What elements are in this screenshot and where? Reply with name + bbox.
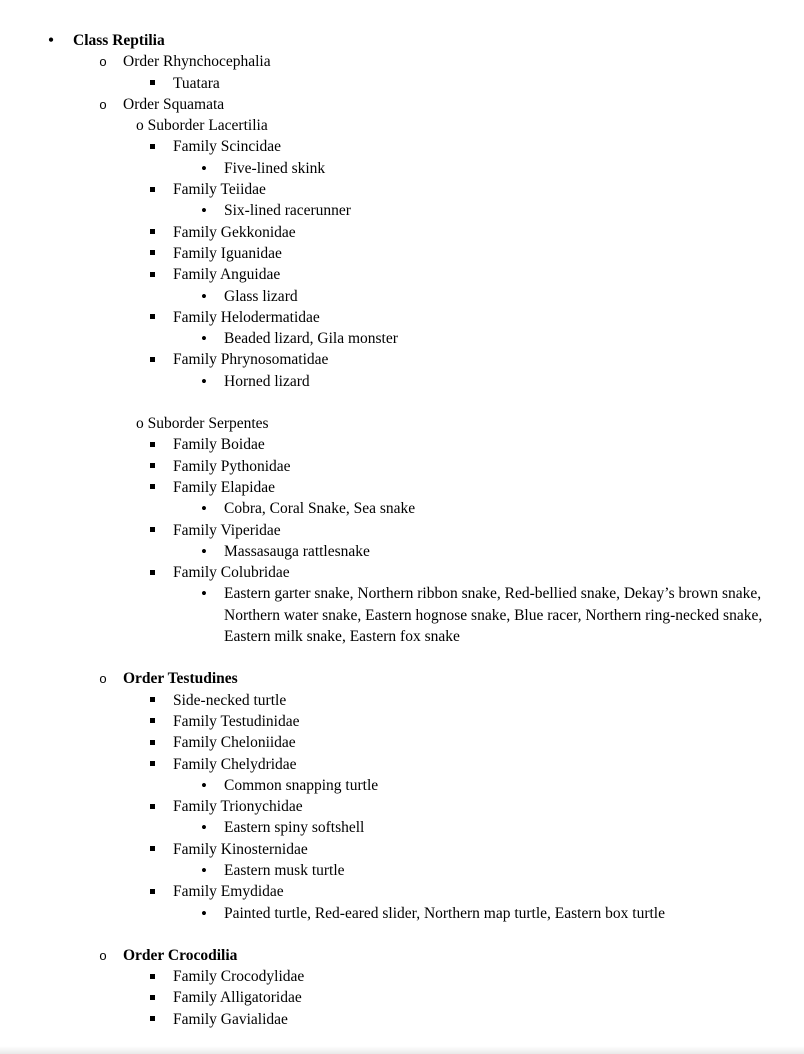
family-label: Family Iguanidae	[173, 244, 282, 262]
bullet-circle-icon	[96, 94, 110, 115]
bullet-dot-icon	[197, 541, 211, 563]
family-label: Family Anguidae	[173, 266, 281, 284]
list-item-species	[0, 583, 804, 647]
bullet-square-icon	[145, 796, 159, 817]
list-item-species	[0, 498, 804, 519]
bullet-dot-icon	[197, 286, 211, 308]
list-item-family	[0, 73, 804, 94]
list-item-family	[0, 307, 804, 328]
family-label: Family Pythonidae	[173, 457, 291, 475]
list-item-family	[0, 179, 804, 200]
family-label: Family Colubridae	[173, 564, 290, 582]
family-label: Family Trionychidae	[173, 798, 303, 816]
family-label: Family Alligatoridae	[173, 989, 302, 1007]
bullet-square-icon	[145, 1009, 159, 1030]
species-label: Glass lizard	[224, 287, 298, 305]
species-label: Eastern spiny softshell	[224, 819, 365, 837]
list-item-order	[0, 945, 804, 966]
list-item-order	[0, 668, 804, 689]
bullet-square-icon	[145, 179, 159, 200]
order-label: Order Squamata	[123, 95, 225, 113]
bullet-dot-icon	[197, 583, 211, 605]
list-item-species	[0, 860, 804, 881]
list-item-species	[0, 903, 804, 924]
bullet-dot-icon	[197, 158, 211, 180]
bullet-dot-icon	[197, 903, 211, 925]
list-item-family	[0, 562, 804, 583]
bullet-circle-icon	[96, 945, 110, 966]
list-item-family	[0, 349, 804, 370]
bullet-square-icon	[145, 839, 159, 860]
bullet-dot-icon	[197, 371, 211, 393]
suborder-label: o Suborder Lacertilia	[136, 117, 268, 135]
list-item-species	[0, 158, 804, 179]
family-label: Family Cheloniidae	[173, 734, 296, 752]
family-label: Family Crocodylidae	[173, 968, 305, 986]
list-item-family	[0, 754, 804, 775]
bullet-square-icon	[145, 349, 159, 370]
list-item-species	[0, 817, 804, 838]
class-label: Class Reptilia	[73, 32, 165, 49]
suborder-label: o Suborder Serpentes	[136, 415, 269, 433]
order-label: Order Testudines	[123, 670, 238, 688]
bullet-square-icon	[145, 477, 159, 498]
list-item-family	[0, 434, 804, 455]
bullet-square-icon	[145, 690, 159, 711]
list-item-family	[0, 839, 804, 860]
list-item-family	[0, 711, 804, 732]
bullet-square-icon	[145, 881, 159, 902]
family-label: Family Elapidae	[173, 478, 276, 496]
list-item-suborder	[0, 115, 804, 136]
family-label: Family Boidae	[173, 436, 265, 454]
list-item-family	[0, 690, 804, 711]
family-label: Family Teiidae	[173, 181, 266, 199]
bullet-square-icon	[145, 754, 159, 775]
list-item-family	[0, 796, 804, 817]
species-label: Five-lined skink	[224, 159, 326, 177]
list-item-family	[0, 1009, 804, 1030]
species-label: Common snapping turtle	[224, 776, 379, 794]
species-label: Eastern musk turtle	[224, 861, 345, 879]
family-label: Family Helodermatidae	[173, 308, 320, 326]
family-label: Tuatara	[173, 74, 220, 92]
list-item-species	[0, 286, 804, 307]
bullet-square-icon	[145, 456, 159, 477]
list-item-order	[0, 51, 804, 72]
species-label: Beaded lizard, Gila monster	[224, 330, 398, 348]
list-item-family	[0, 264, 804, 285]
bullet-square-icon	[145, 987, 159, 1008]
bullet-circle-icon	[96, 668, 110, 689]
family-label: Family Viperidae	[173, 521, 281, 539]
order-label: Order Rhynchocephalia	[123, 53, 271, 71]
species-label: Six-lined racerunner	[224, 202, 351, 220]
family-label: Family Testudinidae	[173, 712, 300, 730]
bullet-square-icon	[145, 732, 159, 753]
list-item-family	[0, 477, 804, 498]
list-item-family	[0, 732, 804, 753]
bullet-dot-icon	[197, 498, 211, 520]
bullet-square-icon	[145, 434, 159, 455]
list-item-class	[0, 30, 804, 51]
bullet-dot-icon	[197, 860, 211, 882]
family-label: Family Scincidae	[173, 138, 282, 156]
bullet-square-icon	[145, 711, 159, 732]
bullet-dot-icon	[197, 817, 211, 839]
list-item-family	[0, 987, 804, 1008]
list-item-family	[0, 520, 804, 541]
bullet-square-icon	[145, 966, 159, 987]
list-item-order	[0, 94, 804, 115]
list-item-family	[0, 222, 804, 243]
list-item-family	[0, 243, 804, 264]
bullet-square-icon	[145, 136, 159, 157]
bullet-dot-icon	[197, 200, 211, 222]
bullet-dot-icon	[197, 328, 211, 350]
reptile-taxonomy-outline	[0, 30, 804, 1030]
bullet-circle-icon	[96, 51, 110, 72]
order-label: Order Crocodilia	[123, 946, 238, 964]
family-label: Side-necked turtle	[173, 691, 287, 709]
list-item-species	[0, 775, 804, 796]
bullet-dot-icon	[197, 775, 211, 797]
list-item-family	[0, 456, 804, 477]
species-label: Horned lizard	[224, 372, 310, 390]
bullet-square-icon	[145, 264, 159, 285]
bullet-square-icon	[145, 73, 159, 94]
list-item-species	[0, 371, 804, 392]
list-item-suborder	[0, 413, 804, 434]
family-label: Family Chelydridae	[173, 755, 297, 773]
bullet-square-icon	[145, 222, 159, 243]
list-item-family	[0, 881, 804, 902]
bullet-square-icon	[145, 520, 159, 541]
list-item-family	[0, 966, 804, 987]
family-label: Family Emydidae	[173, 883, 284, 901]
list-item-species	[0, 328, 804, 349]
list-item-species	[0, 541, 804, 562]
list-item-species	[0, 200, 804, 221]
bullet-square-icon	[145, 307, 159, 328]
family-label: Family Gavialidae	[173, 1010, 288, 1028]
bullet-square-icon	[145, 243, 159, 264]
list-item-family	[0, 136, 804, 157]
bullet-square-icon	[145, 562, 159, 583]
species-label: Massasauga rattlesnake	[224, 542, 370, 560]
species-label: Cobra, Coral Snake, Sea snake	[224, 500, 416, 518]
family-label: Family Phrynosomatidae	[173, 351, 329, 369]
species-label: Painted turtle, Red-eared slider, Northern map turtle, Eastern box turtle	[224, 904, 665, 922]
species-label: Eastern garter snake, Northern ribbon snake, Red-bellied snake, Dekay’s brown snake, Northern water snake, Eastern hognose snake, Blue racer, Northern ring-necked snake, Eastern milk snake, Eastern fox snake	[224, 585, 763, 646]
family-label: Family Gekkonidae	[173, 223, 296, 241]
bullet-disc-icon	[44, 30, 58, 52]
page-bottom-shadow	[0, 1046, 804, 1054]
family-label: Family Kinosternidae	[173, 840, 308, 858]
